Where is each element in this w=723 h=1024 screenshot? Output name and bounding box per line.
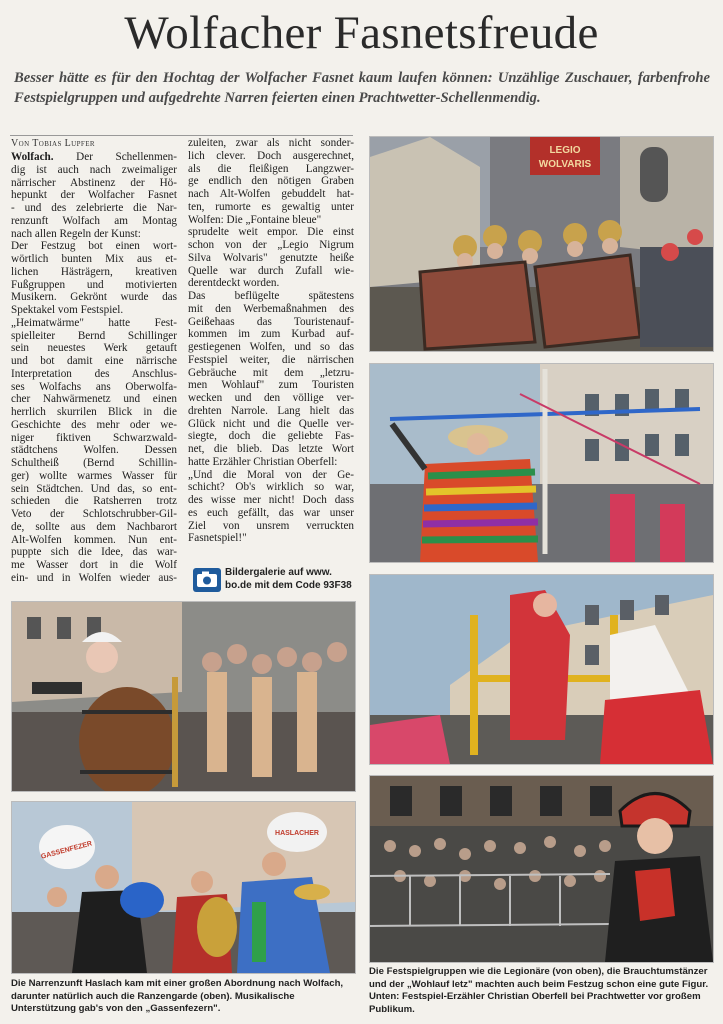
article-line: nach Alt-Wolfen gebuddelt hat- [188, 188, 354, 200]
gallery-promo-line2: bo.de mit dem Code 93F38 [225, 580, 352, 591]
article-line: wörtlich bunten Mix aus et- [11, 253, 177, 265]
gallery-promo-text [225, 566, 352, 592]
article-line: niger fiktiven Schwarzwald- [11, 431, 177, 444]
article-line: derentdeckt worden. [188, 277, 280, 290]
haslacher-hat-text: HASLACHER [275, 830, 319, 837]
article-line: men Wohlauf" zum Touristen [188, 379, 354, 392]
article-line: Festspiel weiter, die närrischen [188, 353, 354, 366]
article-line: lich clever. Doch ausgerechnet, [188, 149, 354, 162]
article-line: ein- und in Wolfen wieder aus- [11, 571, 177, 584]
article-line: schon von der „Legio Nigrum [188, 239, 354, 251]
article-line: Der Festzug bot einen wort- [11, 240, 177, 253]
article-line: ses Wolfachs ans Oberwolfa- [11, 380, 177, 393]
photo-narrator-crowd [369, 775, 714, 963]
article-line: Fasnetspiel!" [188, 532, 247, 545]
article-line: kommen im zum Kurbad auf- [188, 328, 354, 341]
article-line: Ziel von unsrem verruckten [188, 519, 354, 532]
photo-wohlauf [369, 574, 714, 765]
article-line: puppte sich die Idee, das war- [11, 546, 177, 559]
article-line: Musikern. Gekrönt wurde das [11, 291, 177, 304]
byline: Von Tobias Lupfer [11, 138, 95, 149]
camera-icon [193, 568, 221, 592]
wolvaris-banner-text: WOLVARIS [538, 159, 592, 170]
article-line: sprudelte weit empor. Die einst [188, 226, 354, 239]
article-line: schieden die Ratsherren trotz [11, 495, 177, 508]
article-line: herrlich skurrilen Blick in die [11, 406, 177, 418]
article-line: net, die blieb. Das letzte Wort [188, 443, 354, 455]
article-column-1 [11, 151, 177, 585]
article-line: siegte, doch die geliebte Fas- [188, 430, 354, 443]
article-line: ten, rumorte es gewaltig unter [188, 200, 354, 213]
article-line: zuleiten, zwar als nicht sonder- [188, 137, 354, 149]
photo-brauchtum-dancer [369, 363, 714, 563]
article-line: me Wasser dort in die Wolf [11, 559, 177, 571]
caption-right: Die Festspielgruppen wie die Legionäre (von oben), die Brauchtumstänzer und der „Wohlauf letz" machten auch beim Festzug schon eine gute Figur. Unten: Festspiel-Erzähler Christian Oberfell bei Prachtwetter vor großem Publikum. [369, 966, 709, 1015]
article-line: Silva Wolvaris" genutzte heiße [188, 251, 354, 264]
article-line: dig ist auch nach zweimaliger [11, 163, 177, 176]
article-line: es euch gefällt, das war unser [188, 506, 354, 519]
article-line: mit den Werbemaßnahmen des [188, 302, 354, 315]
legio-banner-text: LEGIO [549, 145, 581, 156]
gallery-promo-line1: Bildergalerie auf www. [225, 567, 332, 578]
gallery-promo [191, 566, 353, 594]
article-line: Wolfach. Der Schellenmen- [11, 151, 177, 163]
headline: Wolfacher Fasnetsfreude [124, 7, 599, 59]
photo-ranzengarde-barrel [11, 601, 356, 792]
article-line: spielleiter Bernd Schillinger [11, 329, 177, 342]
article-line: sein Städtchen. Und das, so ent- [11, 482, 177, 495]
article-line: Interpretation des Anschlus- [11, 367, 177, 380]
article-line: städtchens Wolfen. Dessen [11, 444, 177, 457]
article-line: ger) wollte warmes Wasser für [11, 469, 177, 482]
article-line: des wisse mer nicht! Doch dass [188, 494, 354, 506]
article-line: cher Nahwärmenetz und einen [11, 393, 177, 406]
caption-left: Die Narrenzunft Haslach kam mit einer großen Abordnung nach Wolfach, darunter natürlich auch die Ranzengarde (oben). Musikalische Unterstützung gab's von den „Gassenfezern". [11, 978, 344, 1015]
article-line: hatte Erzähler Christian Oberfell: [188, 455, 338, 468]
article-line: nach allen Regeln der Kunst: [11, 227, 141, 240]
article-line: Quelle war durch Zufall wie- [188, 264, 354, 277]
article-line: ge endlich den nötigen Graben [188, 175, 354, 188]
photo-gassenfezer-musicians [11, 801, 356, 974]
article-line: - und des zelebrierte die Nar- [11, 202, 177, 214]
article-line: „Heimatwärme" hatte Fest- [11, 316, 177, 329]
article-line: wecken und den völlige ver- [188, 392, 354, 404]
article-line: Alt-Wolfen kommen. Nun ent- [11, 533, 177, 546]
photo-legionaries [369, 136, 714, 352]
article-line: renzunft Wolfach am Montag [11, 214, 177, 227]
article-line: Spektakel vom Festspiel. [11, 304, 124, 316]
article-line: Glück nicht und die Quelle ver- [188, 417, 354, 430]
article-line: Geißehaas das Touristenauf- [188, 315, 354, 328]
article-line: drehten Narrole. Lang hielt das [188, 404, 354, 417]
lead-paragraph: Besser hätte es für den Hochtag der Wolfacher Fasnet kaum laufen können: Unzählige Zuschauer, farbenfrohe Festspielgruppen und aufgedrehte Narren feierten einen Prachtwetter-Schellenmendig. [14, 70, 710, 106]
article-line: Das beflügelte spätestens [188, 290, 354, 302]
article-line: gestiegenen Wolfen, und so das [188, 341, 354, 353]
article-line: Wolfen: Die „Fontaine bleue" [188, 213, 322, 226]
article-line: hepunkt der Wolfacher Fasnet [11, 189, 177, 202]
byline-rule [10, 135, 353, 136]
article-line: närrischer Abstinenz der Hö- [11, 176, 177, 189]
article-line: Schultheiß (Bernd Schillin- [11, 457, 177, 469]
article-line: Fußgruppen und motivierten [11, 278, 177, 291]
article-line: und bot damit eine närrische [11, 355, 177, 367]
article-line: als die fleißigen Langzwer- [188, 162, 354, 175]
article-line: Geschichte des mehr oder we- [11, 418, 177, 431]
article-line: schicht? Ob's wirklich so war, [188, 481, 354, 494]
article-line: lichen Hästrägern, kreativen [11, 265, 177, 278]
article-line: „Und die Moral von der Ge- [188, 468, 354, 481]
article-column-2 [188, 137, 354, 545]
article-line: sein neuestes Werk getauft [11, 342, 177, 355]
article-line: de, sollte aus dem Nachbarort [11, 520, 177, 533]
gassenfezer-hat-text: GASSENFEZER [40, 840, 93, 861]
article-line: Veto der Schlotschrubber-Gil- [11, 508, 177, 520]
article-line: Gebräuche mit dem „letzru- [188, 366, 354, 379]
